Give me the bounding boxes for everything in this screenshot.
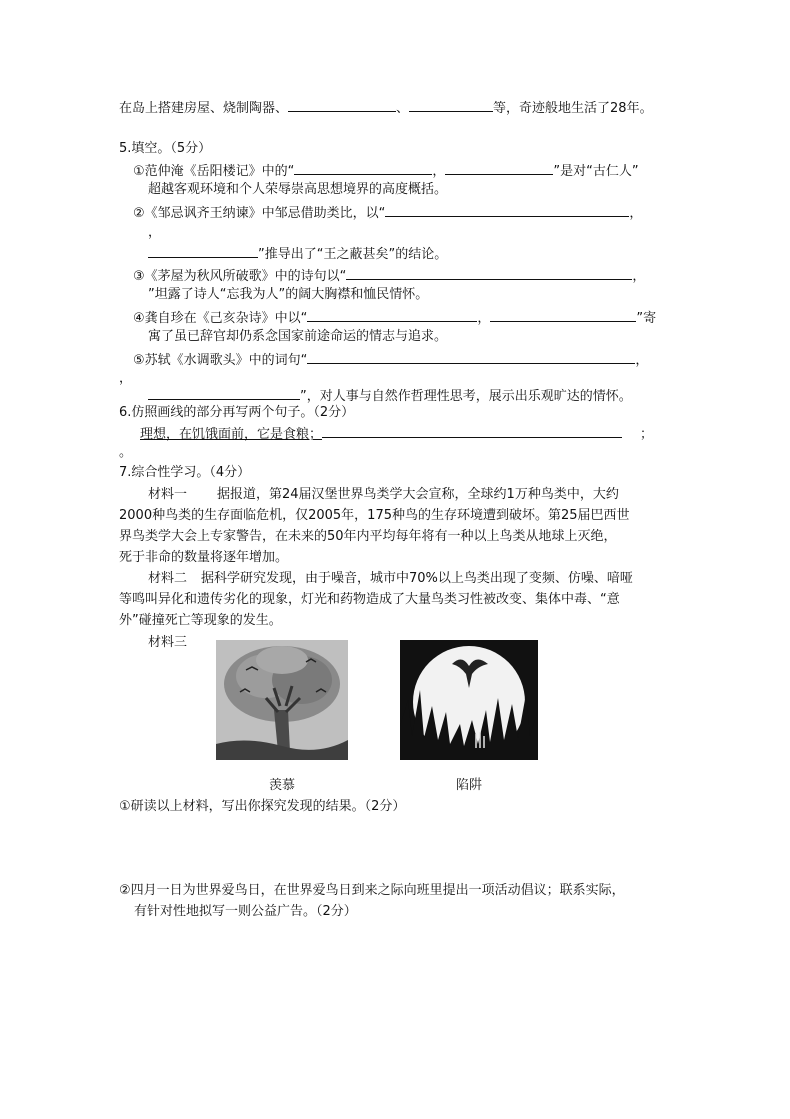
q5-item4-c: ”寄: [636, 311, 657, 326]
q5-item1: [133, 161, 639, 181]
tree-birds-illustration: [216, 640, 348, 760]
blank: [148, 244, 258, 258]
blank: [294, 161, 432, 175]
line-top: [119, 98, 653, 118]
q5-item4-a: ④龚自珍在《己亥杂诗》中以“: [133, 311, 308, 326]
bird-moon-trap-illustration: [400, 640, 538, 760]
blank: [288, 98, 396, 112]
blank: [445, 161, 553, 175]
image-2-caption: 陷阱: [455, 778, 482, 793]
q5-item3-a: ③《茅屋为秋风所破歌》中的诗句以“: [133, 269, 347, 284]
q7-m1-l3: 界鸟类学大会上专家警告，在未来的50年内平均每年将有一种以上鸟类从地球上灭绝，: [119, 529, 617, 544]
q7-m1-l2: 2000种鸟类的生存面临危机，仅2005年，175种鸟的生存环境遭到破坏。第25届巴西世: [119, 508, 630, 523]
material-2-label: 材料二: [148, 571, 188, 586]
q7-sub2-l1: ②四月一日为世界爱鸟日，在世界爱鸟日到来之际向班里提出一项活动倡议；联系实际，: [119, 883, 625, 898]
q7-title: 7.综合性学习。（4分）: [119, 465, 251, 480]
q5-item1-cont: 超越客观环境和个人荣辱崇高思想境界的高度概括。: [148, 182, 448, 197]
q6-period: 。: [119, 445, 133, 460]
q6-semicolon: ；: [640, 427, 654, 442]
q5-item2-b: ，: [629, 206, 643, 221]
line-top-text: 在岛上搭建房屋、烧制陶器、: [119, 101, 289, 116]
q5-item5-b: ，: [635, 353, 649, 368]
q6-line: [140, 424, 653, 444]
q5-item2-a: ②《邹忌讽齐王纳谏》中邹忌借助类比，以“: [133, 206, 386, 221]
q5-item4: [133, 308, 656, 328]
blank: [307, 350, 635, 364]
q5-item4-b: ，: [477, 311, 491, 326]
q7-sub2-l2: 有针对性地拟写一则公益广告。（2分）: [134, 904, 357, 919]
blank: [409, 98, 493, 112]
q7-m1-l1: [148, 486, 619, 504]
q5-item2: [133, 203, 642, 223]
blank: [148, 386, 300, 400]
material-3-label: 材料三: [148, 635, 188, 650]
image-1-caption: 羡慕: [268, 778, 295, 793]
q5-item1-a: ①范仲淹《岳阳楼记》中的“: [133, 164, 295, 179]
q7-sub1: ①研读以上材料，写出你探究发现的结果。（2分）: [119, 799, 406, 814]
q5-item1-c: ”是对“古仁人”: [553, 164, 639, 179]
q7-m2-l2: 等鸣叫异化和遗传劣化的现象，灯光和药物造成了大量鸟类习性被改变、集体中毒、“意: [119, 592, 620, 607]
material-1-label: 材料一: [148, 487, 188, 502]
q5-title: 5.填空。（5分）: [119, 141, 212, 156]
q5-item5-d: ”，对人事与自然作哲理性思考，展示出乐观旷达的情怀。: [300, 389, 632, 404]
q5-item2-cont: [148, 244, 447, 264]
material-2-text: 据科学研究发现，由于噪音，城市中70%以上鸟类出现了变频、仿噪、喑哑: [201, 571, 633, 586]
q5-item4-cont: 寓了虽已辞官却仍系念国家前途命运的情志与追求。: [148, 329, 448, 344]
q5-item5-cont: [148, 386, 632, 406]
q5-item5-a: ⑤苏轼《水调歌头》中的词句“: [133, 353, 308, 368]
q5-item2-d: ”推导出了“王之蔽甚矣”的结论。: [258, 247, 448, 262]
blank: [385, 203, 629, 217]
q7-m2-l1: [148, 570, 633, 588]
q5-item2-comma: ，: [148, 225, 162, 240]
line-top-end: 等，奇迹般地生活了28年。: [493, 101, 653, 116]
blank: [346, 266, 632, 280]
q5-item5-comma: ，: [119, 371, 133, 386]
q7-m1-l4: 死于非命的数量将逐年增加。: [119, 550, 289, 565]
material-1-text: 据报道，第24届汉堡世界鸟类学大会宣称，全球约1万种鸟类中，大约: [217, 487, 619, 502]
q6-title: 6.仿照画线的部分再写两个句子。（2分）: [119, 405, 355, 420]
q6-underlined-sentence: 理想，在饥饿面前，它是食粮；: [140, 427, 323, 442]
q5-item5: [133, 350, 648, 370]
q5-item3-cont: ”坦露了诗人“忘我为人”的阔大胸襟和恤民情怀。: [148, 287, 429, 302]
blank: [490, 308, 636, 322]
q5-item3-b: ，: [632, 269, 646, 284]
blank: [307, 308, 477, 322]
q5-item3: [133, 266, 645, 286]
blank: [322, 424, 622, 438]
q5-item1-b: ，: [432, 164, 446, 179]
sep: 、: [396, 101, 410, 116]
q7-m2-l3: 外”碰撞死亡等现象的发生。: [119, 613, 282, 628]
